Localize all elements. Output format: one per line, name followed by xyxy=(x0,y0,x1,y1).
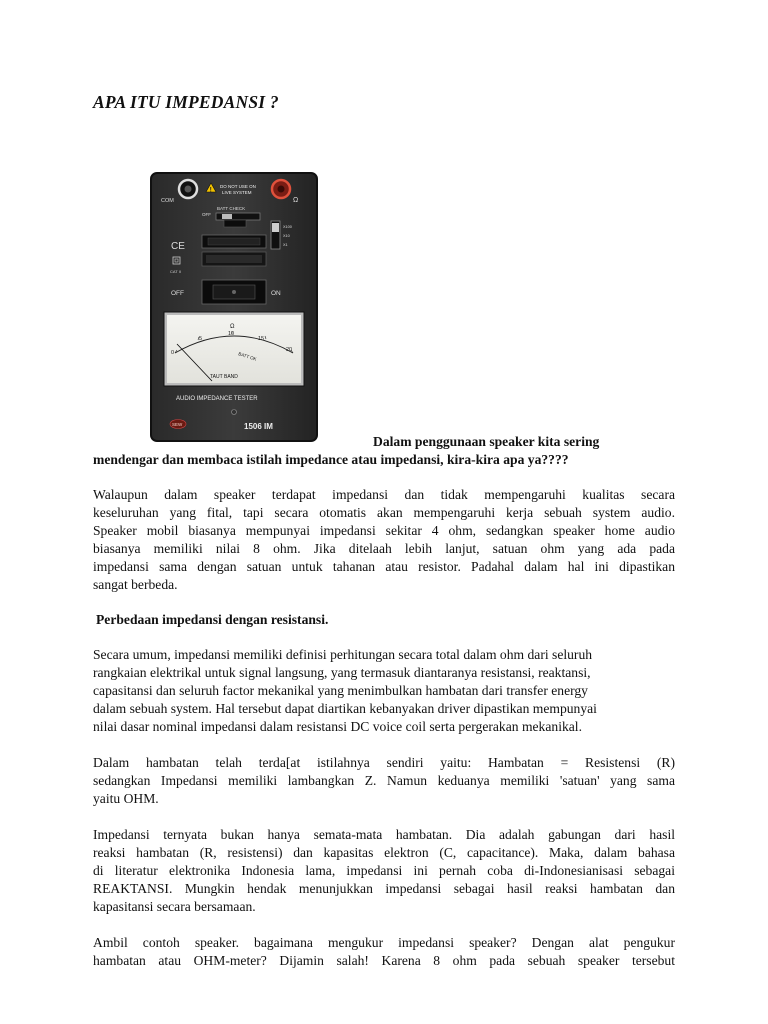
scale-tick-0: 0 xyxy=(171,350,175,356)
model-number: 1506 IM xyxy=(244,422,273,431)
paragraph-hambatan xyxy=(93,754,675,808)
range-x100: X100 xyxy=(283,225,292,229)
paragraph-line: Impedansi ternyata bukan hanya semata-mata hambatan. Dia adalah gabungan dari hasil xyxy=(93,827,675,842)
paragraph-line: sangat berbeda. xyxy=(93,577,178,592)
paragraph-line: keseluruhan yang fital, tapi secara otomatis akan mempengaruhi kerja sebuah system audio. xyxy=(93,505,675,520)
caption-line-1: Dalam penggunaan speaker kita sering xyxy=(373,434,600,449)
on-label: ON xyxy=(271,290,281,297)
taut-band-label: TAUT BAND xyxy=(210,374,238,380)
paragraph-line: sedangkan Impedansi memiliki lambangkan Z. Namun keduanya memiliki 'satuan' yang sama xyxy=(93,773,675,788)
off-small-label: OFF xyxy=(202,212,211,217)
scale-tick-5: 5 xyxy=(199,336,203,342)
paragraph-definition xyxy=(93,646,675,736)
brand-text: SEW xyxy=(172,422,183,427)
audio-impedance-tester-photo xyxy=(150,172,318,442)
scale-tick-20: 20 xyxy=(286,347,293,353)
paragraph-speaker-example xyxy=(93,934,675,970)
paragraph-line: kapasitansi secara bersamaan. xyxy=(93,899,256,914)
paragraph-intro xyxy=(93,486,675,594)
paragraph-line: Ambil contoh speaker. bagaimana mengukur impedansi speaker? Dengan alat pengukur xyxy=(93,935,675,950)
ohm-label: Ω xyxy=(293,197,299,204)
paragraph-line: impedansi sama dengan satuan untuk tahanan atau resistor. Padahal dalam hal ini dipastikan xyxy=(93,559,675,574)
paragraph-line: rangkaian elektrikal untuk signal langsung, yang termasuk diantaranya resistansi, reaktansi, xyxy=(93,665,591,680)
tester-illustration xyxy=(150,172,318,442)
paragraph-line: REAKTANSI. Mungkin hendak menunjukkan impedansi sebagai hasil reaksi hambatan dan xyxy=(93,881,675,896)
warning-text-1: DO NOT USE ON xyxy=(220,184,256,189)
paragraph-line: Dalam hambatan telah terda[at istilahnya sendiri yaitu: Hambatan = Resistensi (R) xyxy=(93,755,675,770)
section-heading: Perbedaan impedansi dengan resistansi. xyxy=(96,612,329,627)
com-label: COM xyxy=(161,198,174,204)
ce-mark: CE xyxy=(171,241,185,252)
warning-text-2: LIVE SYSTEM xyxy=(222,190,252,195)
paragraph-line: Walaupun dalam speaker terdapat impedansi dan tidak mempengaruhi kualitas secara xyxy=(93,487,675,502)
paragraph-line: dalam sebuah system. Hal tersebut dapat diartikan kebanyakan driver dipastikan mempunyai xyxy=(93,701,597,716)
paragraph-line: Secara umum, impedansi memiliki definisi perhitungan secara total dalam ohm dari seluruh xyxy=(93,647,593,662)
paragraph-line: yaitu OHM. xyxy=(93,791,159,806)
panel-label: AUDIO IMPEDANCE TESTER xyxy=(176,396,258,402)
scale-unit: Ω xyxy=(230,324,235,330)
scale-tick-15: 15 xyxy=(258,336,265,342)
page-title: APA ITU IMPEDANSI ? xyxy=(93,92,279,112)
paragraph-line: reaksi hambatan (R, resistensi) dan kapasitas elektron (C, capacitance). Maka, dalam bahasa xyxy=(93,845,675,860)
paragraph-line: di literatur elektronika Indonesia lama, impedansi ini pernah coba di-Indonesianisasi sebagai xyxy=(93,863,675,878)
range-x10: X10 xyxy=(283,234,290,238)
paragraph-reaktansi xyxy=(93,826,675,916)
zero-adjust-screw-icon xyxy=(232,410,237,415)
off-label: OFF xyxy=(171,290,184,297)
paragraph-line: nilai dasar nominal impedansi dalam resistansi DC voice coil serta pergerakan mekanikal. xyxy=(93,719,582,734)
batt-check-label: BATT CHECK xyxy=(217,206,246,211)
paragraph-line: hambatan atau OHM-meter? Dijamin salah! Karena 8 ohm pada sebuah speaker tersebut xyxy=(93,953,675,968)
range-x1: X1 xyxy=(283,243,288,247)
image-caption xyxy=(93,433,675,469)
paragraph-line: capasitansi dan seluruh factor mekanikal yang menimbulkan hambatan dari transfer energy xyxy=(93,683,588,698)
paragraph-line: biasanya memiliki nilai 8 ohm. Jika ditelaah lebih lanjut, satuan ohm yang ada pada xyxy=(93,541,675,556)
scale-tick-10: 10 xyxy=(228,331,235,337)
batt-ok-label: BATT OK xyxy=(237,351,258,362)
svg-text:!: ! xyxy=(209,187,212,194)
paragraph-line: Speaker mobil biasanya mempunyai impedansi sekitar 4 ohm, sedangkan speaker home audio xyxy=(93,523,675,538)
caption-line-2: mendengar dan membaca istilah impedance atau impedansi, kira-kira apa ya???? xyxy=(93,452,569,467)
cat-label: CAT II xyxy=(170,269,181,274)
